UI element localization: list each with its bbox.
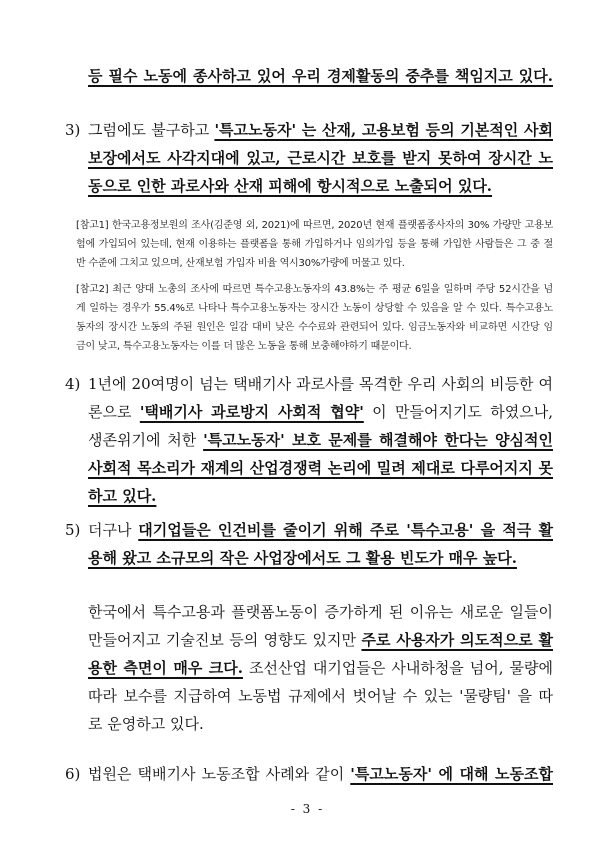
- text-segment: 1년에 20여명이 넘는 택배기사 과로사를 목격한 우리 사회의 비등한 여: [88, 375, 553, 393]
- text-segment: 만들어지고 기술진보 등의 영향도 있지만: [88, 631, 362, 649]
- text-line: [76, 318, 553, 337]
- item-number: 4): [65, 375, 81, 393]
- text-segment: 법원은 택배기사 노동조합 사례와 같이: [88, 765, 351, 783]
- text-line: [88, 426, 553, 454]
- paragraph: [65, 516, 553, 572]
- text-segment: 더구나: [88, 521, 139, 539]
- text-segment: 험에 가입되어 있는데, 현재 이용하는 플랫폼을 통해 가입하거나 임의가입 등을 통해 가입한 사람들은 그 중 절: [76, 239, 553, 250]
- text-segment: 조선산업 대기업들은 사내하청을 넘어, 물량에: [242, 659, 553, 677]
- text-line: [88, 654, 553, 682]
- text-line: [76, 254, 553, 273]
- text-line: [88, 172, 553, 200]
- text-segment: 반 수준에 그치고 있으며, 산재보험 가입자 비율 역시30%가량에 머물고 있다.: [76, 258, 405, 269]
- text-line: [88, 544, 553, 572]
- text-line: [88, 398, 553, 426]
- paragraph: [65, 598, 553, 738]
- emphasized-text: 동으로 인한 과로사와 산재 피해에 항시적으로 노출되어 있다.: [88, 177, 493, 195]
- text-line: [88, 62, 553, 90]
- text-segment: 금이 낮고, 특수고용노동자는 이를 더 많은 노동을 통해 보충해야하기 때문이다.: [76, 341, 412, 352]
- item-number: 5): [65, 521, 81, 539]
- text-segment: 생존위기에 처한: [88, 431, 204, 449]
- page-number: - 3 -: [290, 802, 325, 816]
- text-line: [88, 626, 553, 654]
- text-line: [76, 235, 553, 254]
- text-segment: 한국에서 특수고용과 플랫폼노동이 증가하게 된 이유는 새로운 일들이: [88, 603, 553, 621]
- document-body: [65, 62, 553, 788]
- reference-note: [76, 280, 553, 356]
- text-line: [88, 144, 553, 172]
- text-segment: 게 일하는 경우가 55.4%로 나타나 특수고용노동자는 장시간 노동이 상당할 수 있음을 알 수 있다. 특수고용노: [76, 303, 553, 314]
- text-segment: 로 운영하고 있다.: [88, 715, 204, 733]
- text-line: [76, 337, 553, 356]
- text-line: [88, 710, 553, 738]
- emphasized-text: 주로 사용자가 의도적으로 활: [361, 631, 553, 649]
- text-line: [88, 760, 553, 788]
- paragraph: [65, 62, 553, 90]
- reference-note: [76, 216, 553, 273]
- text-segment: 동자의 장시간 노동의 주된 원인은 일감 대비 낮은 수수료와 관련되어 있다. 임금노동자와 비교하면 시간당 임: [76, 322, 553, 333]
- text-segment: [참고2] 최근 양대 노총의 조사에 따르면 특수고용노동자의 43.8%는 주 평균 6일을 일하며 주당 52시간을 넘: [76, 284, 553, 295]
- paragraph: [65, 760, 553, 788]
- text-line: [88, 454, 553, 482]
- item-number: 3): [65, 121, 81, 139]
- emphasized-text: 등 필수 노동에 종사하고 있어 우리 경제활동의 중추를 책임지고 있다.: [88, 67, 553, 85]
- emphasized-text: 사회적 목소리가 재계의 산업경쟁력 논리에 밀려 제대로 다루어지지 못: [88, 459, 553, 477]
- text-line: [88, 598, 553, 626]
- text-segment: 따라 보수를 지급하여 노동법 규제에서 벗어날 수 있는 '물량팀' 을 따: [88, 687, 553, 705]
- text-line: [76, 280, 553, 299]
- emphasized-text: 대기업들은 인건비를 줄이기 위해 주로 '특수고용' 을 적극 활: [138, 521, 553, 539]
- text-line: [88, 516, 553, 544]
- text-line: [76, 216, 553, 235]
- text-line: [76, 299, 553, 318]
- item-number: 6): [65, 765, 81, 783]
- emphasized-text: '특고노동자' 보호 문제를 해결해야 한다는 양심적인: [203, 431, 553, 449]
- emphasized-text: 보장에서도 사각지대에 있고, 근로시간 보호를 받지 못하여 장시간 노: [88, 149, 553, 167]
- paragraph: [65, 116, 553, 200]
- text-segment: 그럼에도 불구하고: [88, 121, 215, 139]
- paragraph: [65, 370, 553, 510]
- emphasized-text: 하고 있다.: [88, 487, 157, 505]
- emphasized-text: '특고노동자' 는 산재, 고용보험 등의 기본적인 사회: [214, 121, 553, 139]
- emphasized-text: '택배기사 과로방지 사회적 협약': [139, 403, 364, 421]
- text-line: [88, 116, 553, 144]
- text-line: [88, 482, 553, 510]
- text-line: [88, 370, 553, 398]
- emphasized-text: 용한 측면이 매우 크다.: [88, 659, 243, 677]
- text-segment: 론으로: [88, 403, 140, 421]
- text-line: [88, 682, 553, 710]
- emphasized-text: '특고노동자' 에 대해 노동조합: [350, 765, 553, 783]
- text-segment: 이 만들어지기도 하였으나,: [363, 403, 553, 421]
- emphasized-text: 용해 왔고 소규모의 작은 사업장에서도 그 활용 빈도가 매우 높다.: [88, 549, 517, 567]
- text-segment: [참고1] 한국고용정보원의 조사(김준영 외, 2021)에 따르면, 2020년 현재 플랫폼종사자의 30% 가량만 고용보: [76, 220, 553, 231]
